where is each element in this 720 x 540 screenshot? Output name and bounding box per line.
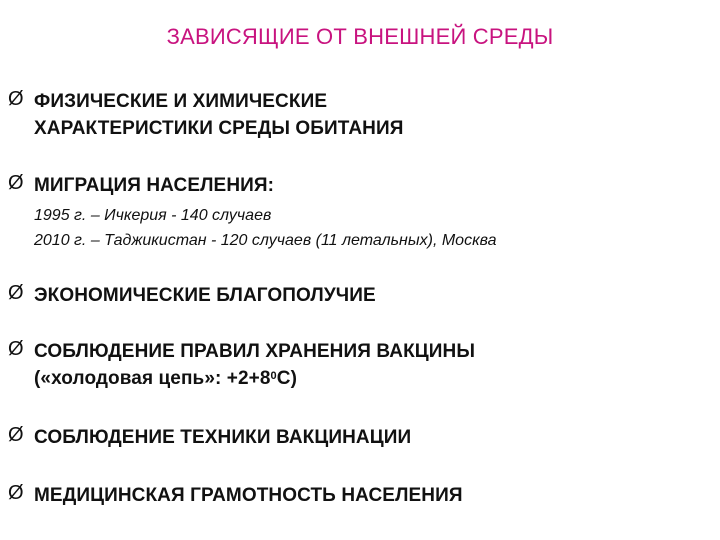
cold-chain-suffix: С): [276, 368, 297, 389]
note-line: 1995 г. – Ичкерия - 140 случаев: [34, 207, 272, 224]
list-item-line: СОБЛЮДЕНИЕ ПРАВИЛ ХРАНЕНИЯ ВАКЦИНЫ: [34, 341, 476, 362]
list-item-line: СОБЛЮДЕНИЕ ТЕХНИКИ ВАКЦИНАЦИИ: [34, 427, 412, 448]
list-item-line: МЕДИЦИНСКАЯ ГРАМОТНОСТЬ НАСЕЛЕНИЯ: [34, 485, 463, 506]
arrow-bullet-icon: Ø: [8, 338, 24, 360]
list-item-text: [34, 282, 698, 309]
list-item-migration: [8, 172, 698, 253]
list-item-line: [34, 365, 698, 392]
list-item-text: [34, 424, 698, 451]
arrow-bullet-icon: Ø: [8, 88, 24, 110]
list-item-medical-literacy: [8, 482, 698, 509]
arrow-bullet-icon: Ø: [8, 424, 24, 446]
list-item-text: [34, 482, 698, 509]
list-item-text: [34, 338, 698, 392]
list-item-line: МИГРАЦИЯ НАСЕЛЕНИЯ:: [34, 175, 275, 196]
list-item-text: [34, 88, 698, 142]
list-item-environment: [8, 88, 698, 142]
list-item-vaccination-technique: [8, 424, 698, 451]
arrow-bullet-icon: Ø: [8, 172, 24, 194]
list-item-line: ХАРАКТЕРИСТИКИ СРЕДЫ ОБИТАНИЯ: [34, 118, 404, 139]
arrow-bullet-icon: Ø: [8, 482, 24, 504]
list-item-text: [34, 172, 698, 199]
cold-chain-prefix: («холодовая цепь»: +2+8: [34, 368, 271, 389]
note-line: 2010 г. – Таджикистан - 120 случаев (11 летальных), Москва: [34, 232, 497, 249]
list-item-vaccine-storage: [8, 338, 698, 392]
list-item-line: ФИЗИЧЕСКИЕ И ХИМИЧЕСКИЕ: [34, 91, 328, 112]
list-item-line: ЭКОНОМИЧЕСКИЕ БЛАГОПОЛУЧИЕ: [34, 285, 376, 306]
list-item-economic: [8, 282, 698, 309]
arrow-bullet-icon: Ø: [8, 282, 24, 304]
slide-title: ЗАВИСЯЩИЕ ОТ ВНЕШНЕЙ СРЕДЫ: [166, 24, 554, 49]
degree-superscript: 0: [270, 370, 277, 382]
migration-notes: [34, 203, 698, 253]
